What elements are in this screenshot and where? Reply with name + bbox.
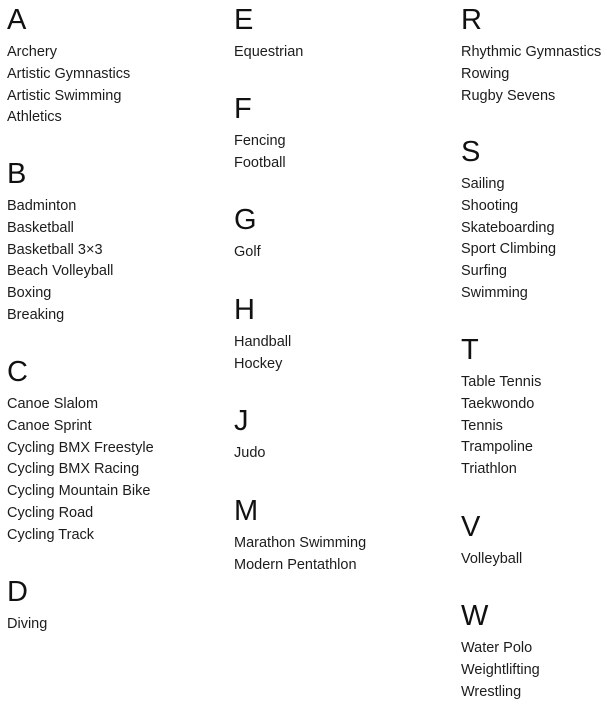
section-b xyxy=(7,156,113,327)
sport-item xyxy=(461,549,522,571)
sport-link-equestrian[interactable]: Equestrian xyxy=(234,44,304,60)
sport-item xyxy=(234,533,366,555)
sport-link-taekwondo[interactable]: Taekwondo xyxy=(461,395,535,412)
sport-item xyxy=(461,682,540,704)
sport-link-basketball-3x3[interactable]: Basketball 3×3 xyxy=(7,241,103,258)
section-s xyxy=(461,134,556,305)
section-letter: R xyxy=(461,4,482,36)
sport-item xyxy=(7,240,113,262)
section-e xyxy=(234,2,303,64)
sport-link-fencing[interactable]: Fencing xyxy=(234,133,286,149)
sport-item xyxy=(461,638,540,660)
sport-item xyxy=(7,438,154,460)
sport-link-artistic-gymnastics[interactable]: Artistic Gymnastics xyxy=(7,65,131,82)
sport-list xyxy=(7,394,154,547)
section-letter: D xyxy=(7,576,28,608)
sport-item xyxy=(234,332,291,354)
sport-list xyxy=(7,42,130,129)
sport-item xyxy=(7,305,113,327)
sport-link-rowing[interactable]: Rowing xyxy=(461,65,510,82)
section-letter: E xyxy=(234,4,254,36)
sport-item xyxy=(234,354,291,376)
sport-link-athletics[interactable]: Athletics xyxy=(7,109,62,126)
section-c xyxy=(7,354,154,547)
sport-item xyxy=(7,525,154,547)
sport-list xyxy=(234,131,286,175)
sport-link-rhythmic-gymnastics[interactable]: Rhythmic Gymnastics xyxy=(461,44,602,60)
sport-item xyxy=(461,372,541,394)
sport-link-judo[interactable]: Judo xyxy=(234,445,266,461)
section-w xyxy=(461,598,540,703)
sport-list xyxy=(7,614,47,636)
section-letter: W xyxy=(461,600,489,632)
section-letter: V xyxy=(461,511,481,543)
section-m xyxy=(234,493,366,577)
section-letter: J xyxy=(234,405,249,437)
sport-item xyxy=(7,416,154,438)
sport-link-diving[interactable]: Diving xyxy=(7,616,48,632)
sport-item xyxy=(7,283,113,305)
sport-list xyxy=(234,42,303,64)
section-letter: M xyxy=(234,495,259,527)
sport-list xyxy=(461,638,540,703)
sport-list xyxy=(234,443,265,465)
sport-item xyxy=(461,283,556,305)
sport-link-cycling-bmx-racing[interactable]: Cycling BMX Racing xyxy=(7,461,140,478)
sport-link-archery[interactable]: Archery xyxy=(7,44,57,60)
sport-list xyxy=(234,533,366,577)
sport-item xyxy=(461,459,541,481)
section-letter: A xyxy=(7,4,27,36)
sport-list xyxy=(234,242,261,264)
sport-link-basketball[interactable]: Basketball xyxy=(7,219,74,236)
sport-link-handball[interactable]: Handball xyxy=(234,334,292,350)
sport-list xyxy=(461,42,601,107)
sport-item xyxy=(461,416,541,438)
sport-item xyxy=(234,153,286,175)
sport-link-modern-pentathlon[interactable]: Modern Pentathlon xyxy=(234,556,357,573)
sport-link-swimming[interactable]: Swimming xyxy=(461,284,528,301)
sport-item xyxy=(7,503,154,525)
sport-item xyxy=(7,481,154,503)
sport-link-golf[interactable]: Golf xyxy=(234,244,261,260)
sport-item xyxy=(461,261,556,283)
section-letter: B xyxy=(7,158,27,190)
sport-list xyxy=(461,372,541,481)
sport-link-badminton[interactable]: Badminton xyxy=(7,198,77,214)
section-r xyxy=(461,2,601,107)
section-f xyxy=(234,91,286,175)
sport-item xyxy=(461,42,601,64)
section-letter: T xyxy=(461,334,479,366)
sport-link-weightlifting[interactable]: Weightlifting xyxy=(461,661,540,678)
sport-item xyxy=(7,64,130,86)
sport-link-skateboarding[interactable]: Skateboarding xyxy=(461,219,555,236)
section-letter: H xyxy=(234,294,255,326)
sport-link-beach-volleyball[interactable]: Beach Volleyball xyxy=(7,263,114,280)
sport-link-tennis[interactable]: Tennis xyxy=(461,417,503,434)
sport-item xyxy=(461,437,541,459)
sport-link-football[interactable]: Football xyxy=(234,154,286,171)
section-letter: C xyxy=(7,356,28,388)
sport-item xyxy=(234,42,303,64)
sport-item xyxy=(461,196,556,218)
sport-item xyxy=(461,394,541,416)
sport-item xyxy=(7,261,113,283)
sport-link-trampoline[interactable]: Trampoline xyxy=(461,439,533,456)
sport-link-breaking[interactable]: Breaking xyxy=(7,306,65,323)
sport-list xyxy=(234,332,291,376)
sport-item xyxy=(7,107,130,129)
sport-link-artistic-swimming[interactable]: Artistic Swimming xyxy=(7,87,122,104)
sport-item xyxy=(234,242,261,264)
sport-item xyxy=(7,196,113,218)
section-letter: G xyxy=(234,204,257,236)
sport-link-cycling-mountain-bike[interactable]: Cycling Mountain Bike xyxy=(7,483,151,500)
sport-link-sport-climbing[interactable]: Sport Climbing xyxy=(461,241,557,258)
sport-list xyxy=(461,174,556,305)
sport-item xyxy=(7,218,113,240)
sport-link-volleyball[interactable]: Volleyball xyxy=(461,551,523,567)
section-j xyxy=(234,403,265,465)
sport-item xyxy=(234,555,366,577)
sport-link-cycling-road[interactable]: Cycling Road xyxy=(7,504,94,521)
sport-item xyxy=(234,443,265,465)
section-v xyxy=(461,509,522,571)
sport-item xyxy=(461,218,556,240)
sport-link-canoe-sprint[interactable]: Canoe Sprint xyxy=(7,417,92,434)
sport-item xyxy=(7,614,47,636)
sport-link-wrestling[interactable]: Wrestling xyxy=(461,683,522,700)
sport-list xyxy=(7,196,113,327)
sport-list xyxy=(461,549,522,571)
sport-item xyxy=(461,660,540,682)
sport-item xyxy=(7,42,130,64)
sport-link-cycling-bmx-freestyle[interactable]: Cycling BMX Freestyle xyxy=(7,439,154,456)
sport-item xyxy=(234,131,286,153)
sport-link-boxing[interactable]: Boxing xyxy=(7,285,52,302)
section-g xyxy=(234,202,261,264)
sport-item xyxy=(7,394,154,416)
sport-link-surfing[interactable]: Surfing xyxy=(461,263,507,280)
section-letter: F xyxy=(234,93,252,125)
sport-item xyxy=(461,174,556,196)
sport-link-hockey[interactable]: Hockey xyxy=(234,355,283,372)
sport-item xyxy=(461,86,601,108)
sport-link-sailing[interactable]: Sailing xyxy=(461,176,505,192)
sport-item xyxy=(7,86,130,108)
section-letter: S xyxy=(461,136,481,168)
sport-link-marathon-swimming[interactable]: Marathon Swimming xyxy=(234,535,367,551)
section-a xyxy=(7,2,130,129)
sport-link-water-polo[interactable]: Water Polo xyxy=(461,640,533,656)
sport-link-triathlon[interactable]: Triathlon xyxy=(461,461,517,478)
sport-link-cycling-track[interactable]: Cycling Track xyxy=(7,526,95,543)
sport-item xyxy=(461,64,601,86)
section-d xyxy=(7,574,47,636)
sport-item xyxy=(7,459,154,481)
section-t xyxy=(461,332,541,481)
section-h xyxy=(234,292,291,376)
sport-link-table-tennis[interactable]: Table Tennis xyxy=(461,374,542,390)
sport-link-shooting[interactable]: Shooting xyxy=(461,197,519,214)
sport-item xyxy=(461,239,556,261)
sport-link-rugby-sevens[interactable]: Rugby Sevens xyxy=(461,87,556,104)
sport-link-canoe-slalom[interactable]: Canoe Slalom xyxy=(7,396,99,412)
